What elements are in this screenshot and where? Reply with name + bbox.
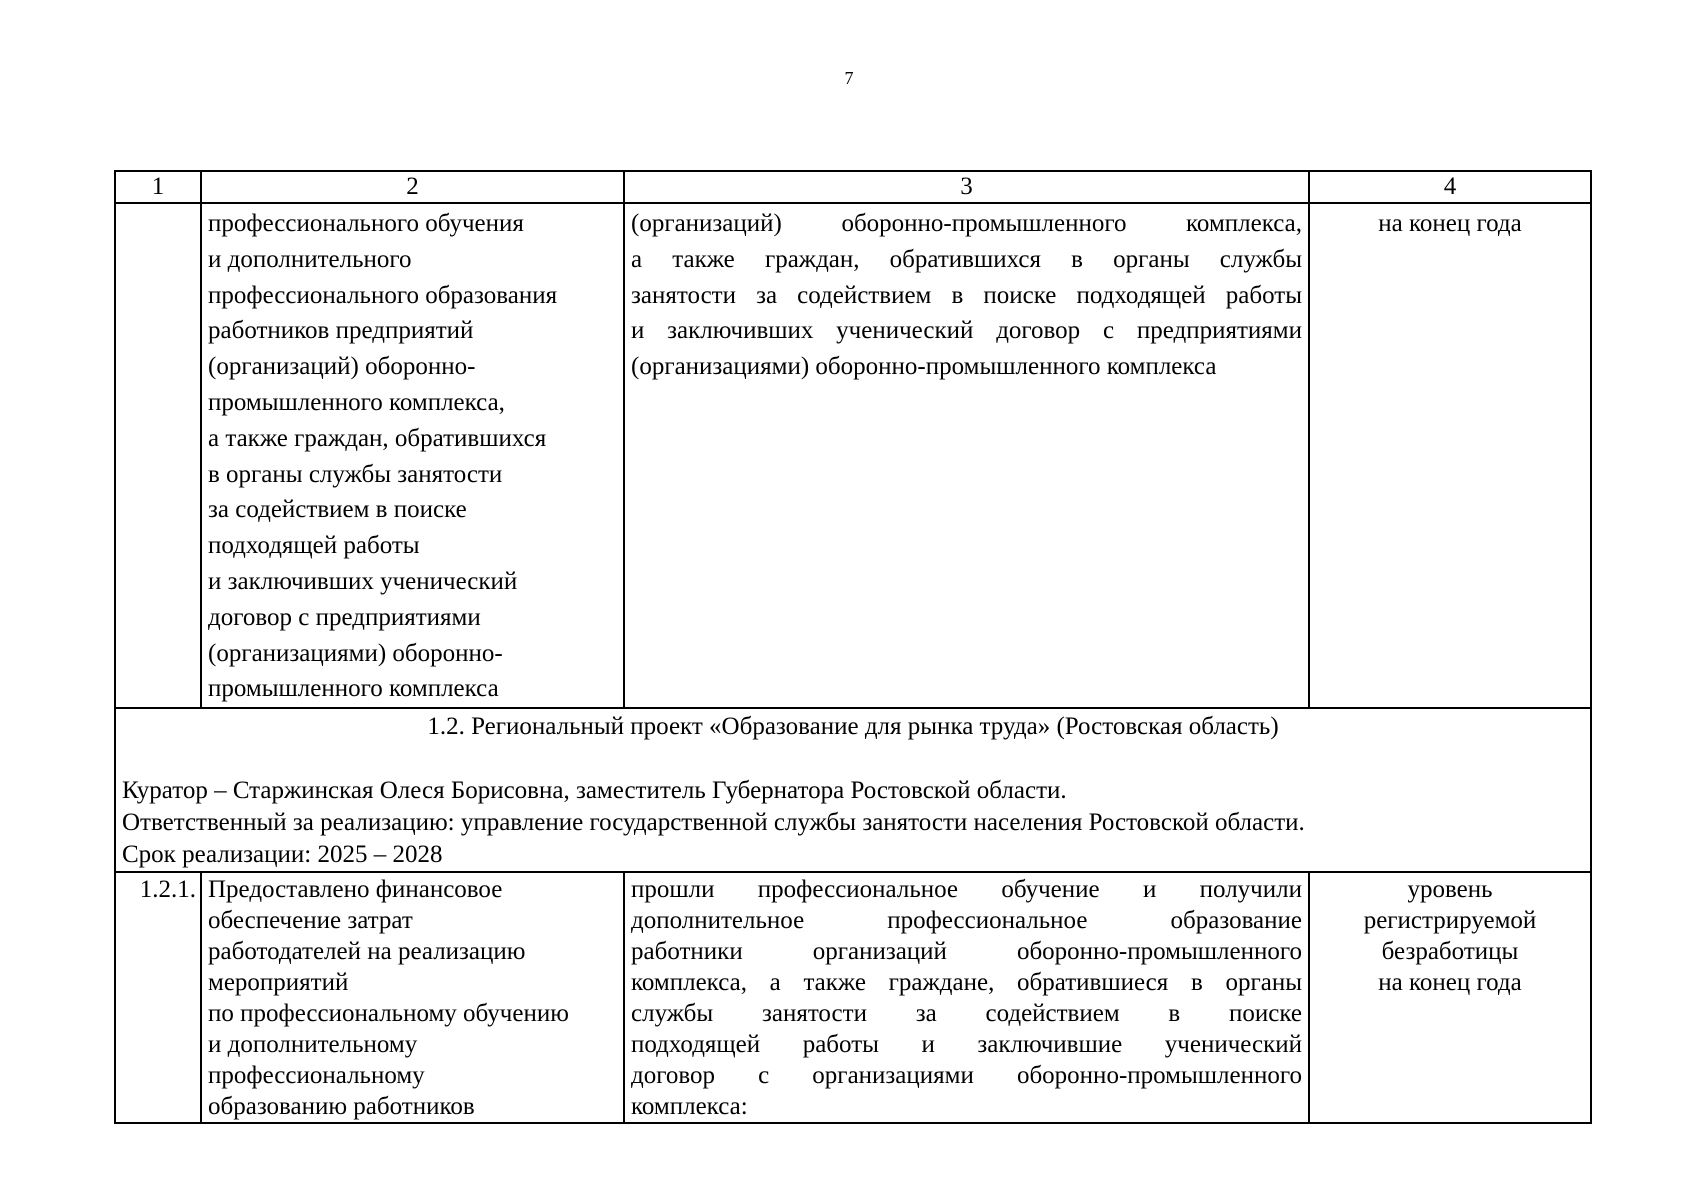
section-term: Срок реализации: 2025 – 2028	[122, 841, 443, 869]
result-line: договор с организациями оборонно-промышленного	[631, 1062, 1302, 1090]
result-line: а также граждан, обратившихся в органы службы	[631, 245, 1302, 273]
result-line: комплекса:	[631, 1093, 748, 1121]
row-1-2-1-description: Предоставлено финансовое обеспечение затрат работодателей на реализацию мероприятий по профессиональному обучению и дополнительному профессиональному образованию работников	[201, 872, 624, 1123]
result-line: дополнительное профессиональное образование	[631, 907, 1302, 935]
result-line: и заключивших ученический договор с предприятиями	[631, 317, 1302, 345]
row-1-2-1-result	[624, 872, 1309, 1123]
header-col-3: 3	[624, 171, 1309, 203]
section-row	[115, 708, 1591, 872]
section-curator: Куратор – Старжинская Олеся Борисовна, заместитель Губернатора Ростовской области.	[122, 777, 1067, 805]
result-line: прошли профессиональное обучение и получили	[631, 876, 1302, 904]
page-number: 7	[844, 68, 854, 88]
section-cell	[115, 708, 1591, 872]
row-continued-indicator: на конец года	[1309, 203, 1591, 708]
result-line: (организаций) оборонно-промышленного комплекса,	[631, 210, 1302, 237]
result-line: службы занятости за содействием в поиске	[631, 1000, 1302, 1028]
row-continued-description: профессионального обучения и дополнительного профессионального образования работников предприятий (организаций) оборонно- промышленного комплекса, а также граждан, обратившихся в органы службы занятости за содействием в поиске подходящей работы и заключивших ученический договор с предприятиями (организациями) оборонно- промышленного комплекса	[201, 203, 624, 708]
result-line: (организациями) оборонно-промышленного комплекса	[631, 353, 1217, 381]
row-1-2-1-number: 1.2.1.	[115, 872, 201, 1123]
result-line: подходящей работы и заключившие ученический	[631, 1031, 1302, 1059]
header-col-1: 1	[115, 171, 201, 203]
table-row-continued	[115, 203, 1591, 708]
result-line: работники организаций оборонно-промышленного	[631, 938, 1302, 966]
row-1-2-1-indicator: уровень регистрируемой безработицы на конец года	[1309, 872, 1591, 1123]
result-line: занятости за содействием в поиске подходящей работы	[631, 281, 1302, 309]
table-row-1-2-1	[115, 872, 1591, 1123]
row-continued-result	[624, 203, 1309, 708]
header-col-2: 2	[201, 171, 624, 203]
section-responsible: Ответственный за реализацию: управление государственной службы занятости населения Ростовской области.	[122, 809, 1305, 837]
result-line: комплекса, а также граждане, обратившиеся в органы	[631, 969, 1302, 997]
header-col-4: 4	[1309, 171, 1591, 203]
section-spacer	[122, 743, 1584, 775]
row-continued-number	[115, 203, 201, 708]
section-title: 1.2. Региональный проект «Образование для рынка труда» (Ростовская область)	[427, 713, 1279, 741]
table-header-row	[115, 171, 1591, 203]
document-table	[114, 170, 1592, 1124]
